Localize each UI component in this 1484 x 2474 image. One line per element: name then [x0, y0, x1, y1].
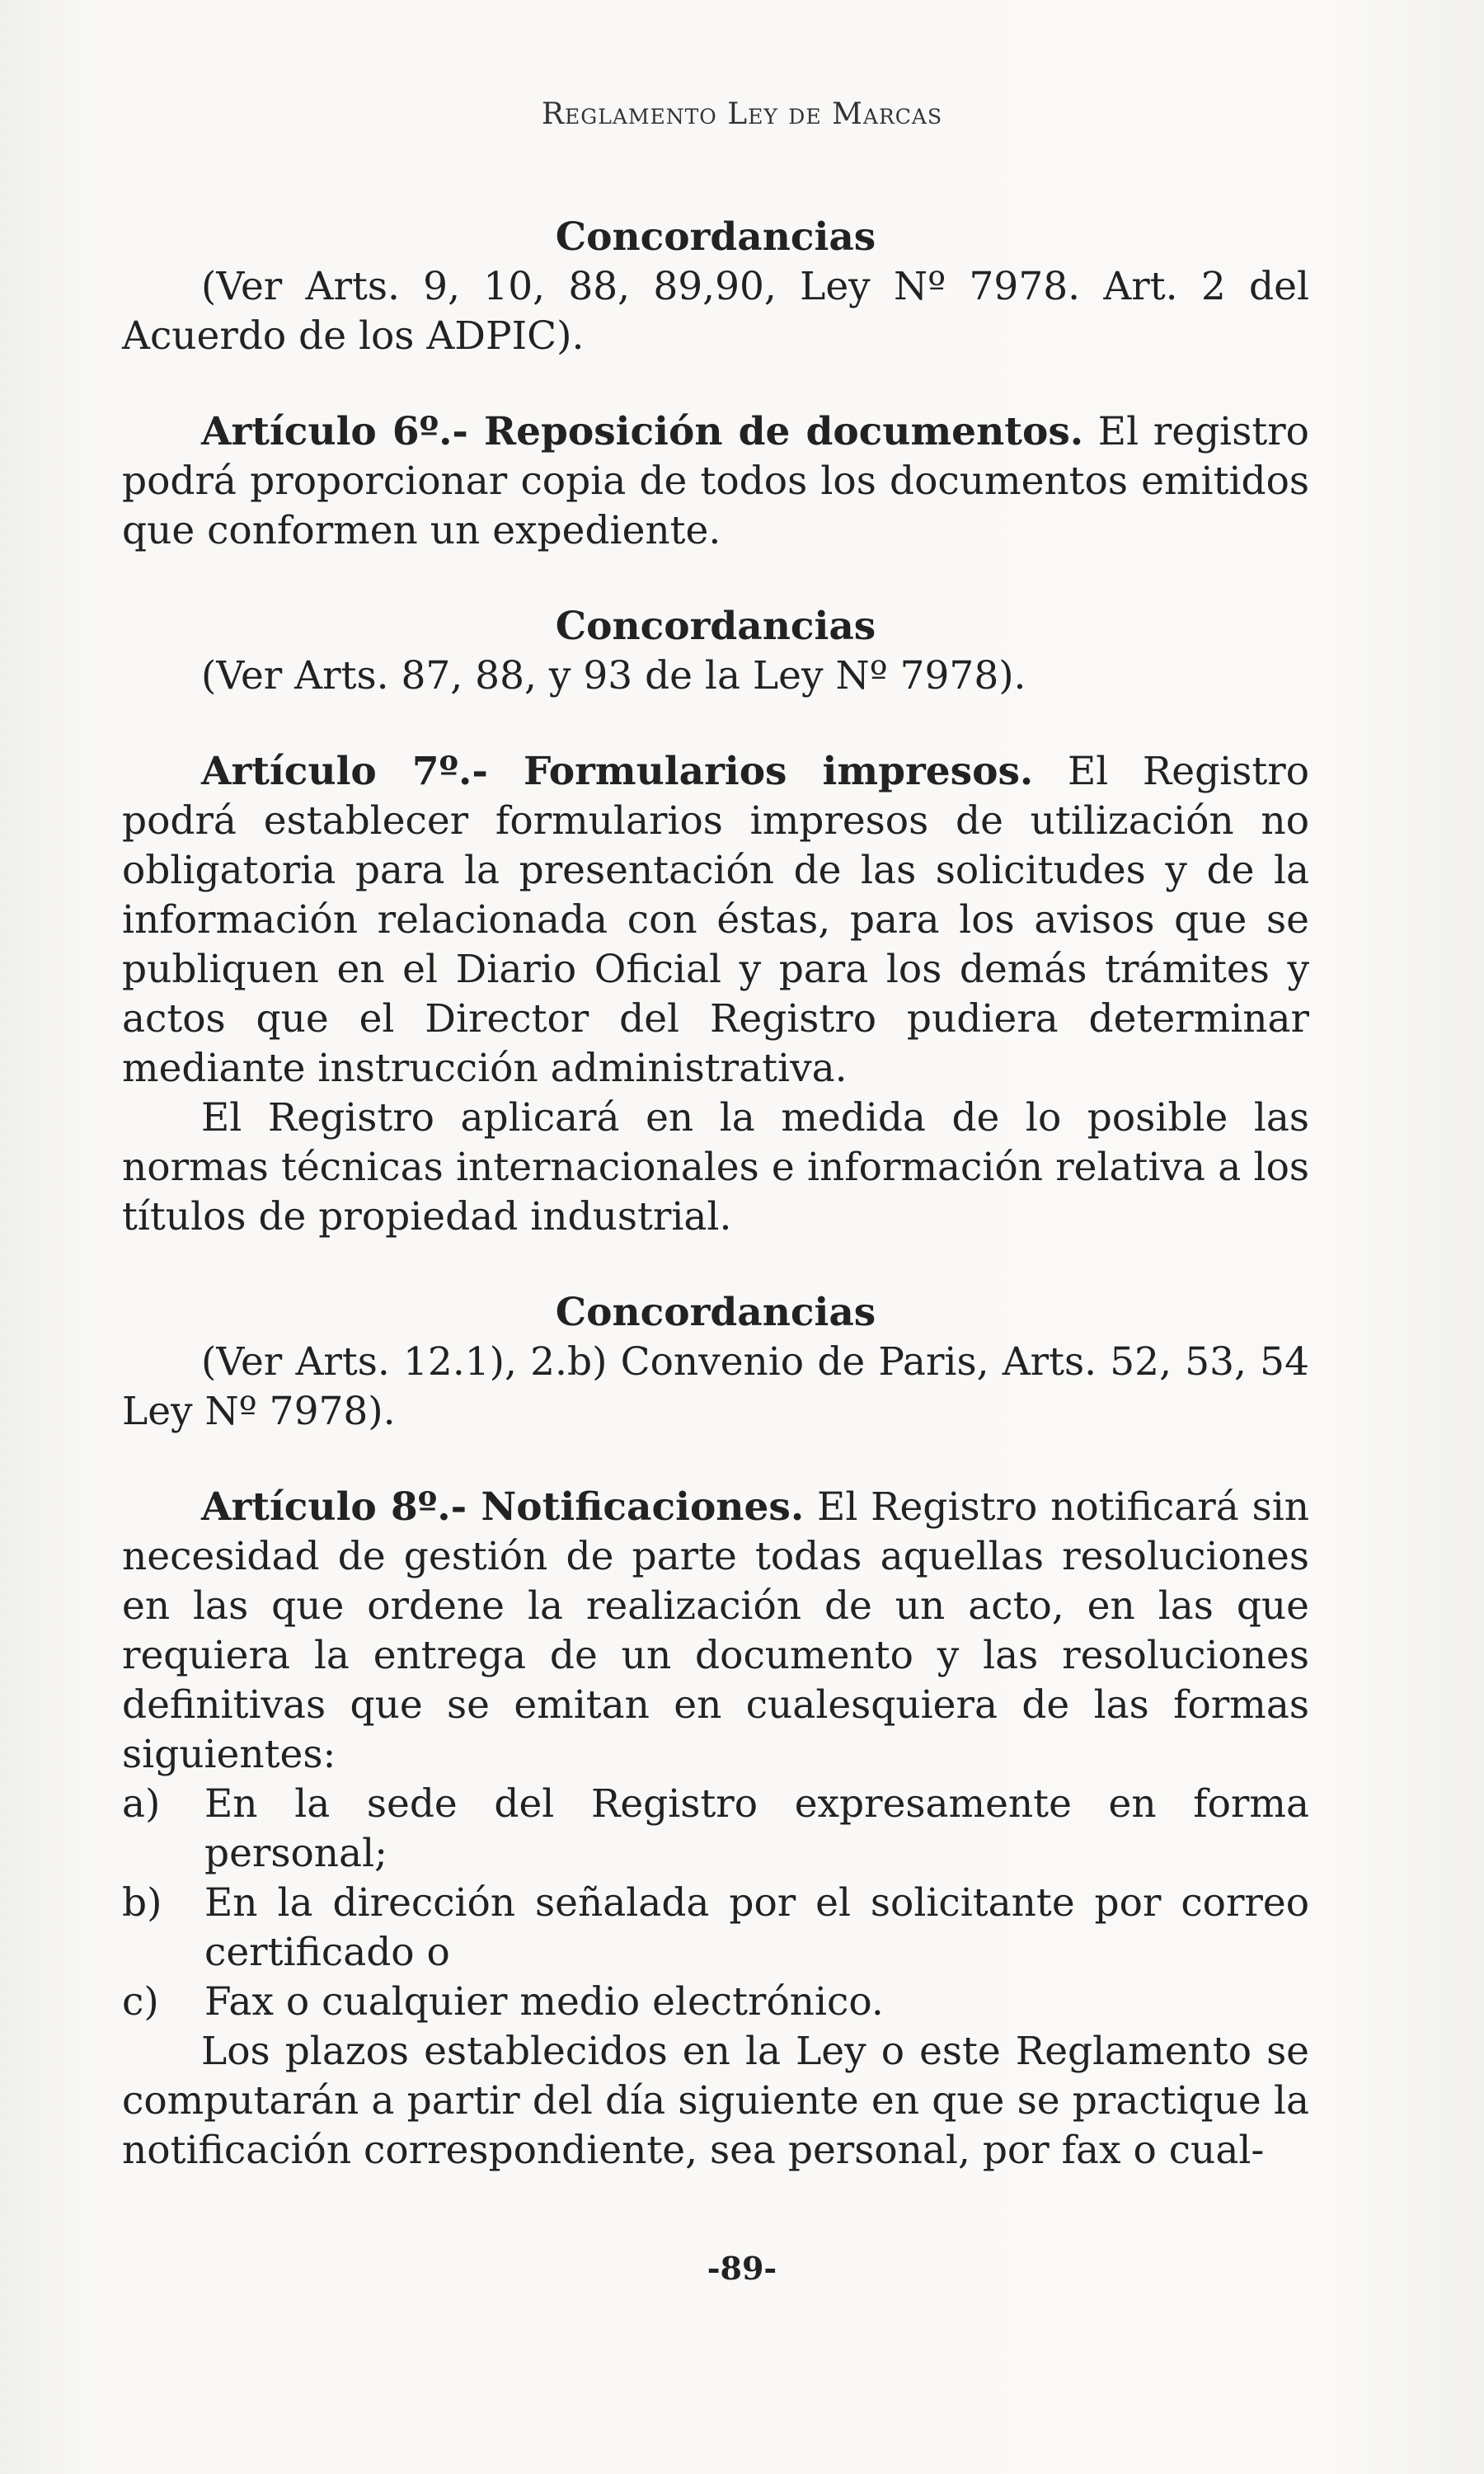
page-content — [122, 213, 1309, 2175]
concordancias-title: Concordancias — [555, 214, 876, 260]
spacer — [122, 1242, 1309, 1288]
article-8-body: El Registro notificará sin necesidad de gestión de parte todas aquellas resoluciones en las que ordene la realización de un acto, en las que requiera la entrega de un documento y las resoluciones definitivas que se emitan en cualesquiera de las formas siguientes: — [122, 1484, 1309, 1777]
concordancias-title: Concordancias — [555, 604, 876, 649]
article-8-heading: Artículo 8º.- Notificaciones. — [201, 1484, 805, 1530]
spacer — [122, 556, 1309, 602]
running-header: Reglamento Ley de Marcas — [541, 97, 943, 131]
list-item — [122, 1780, 1309, 1879]
list-item-letter: a) — [122, 1781, 161, 1827]
list-item-letter: b) — [122, 1880, 162, 1926]
spacer — [122, 1437, 1309, 1483]
concordancias-text: (Ver Arts. 87, 88, y 93 de la Ley Nº 7978). — [201, 653, 1026, 698]
list-item — [122, 1879, 1309, 1978]
list-item-text: En la dirección señalada por el solicitante por correo certificado o — [204, 1880, 1309, 1975]
spacer — [122, 361, 1309, 407]
article-8 — [122, 1483, 1309, 1780]
notification-methods-list — [122, 1780, 1309, 2027]
concordancias-text: (Ver Arts. 9, 10, 88, 89,90, Ley Nº 7978. Art. 2 del Acuerdo de los ADPIC). — [122, 264, 1309, 359]
article-6-body: El registro podrá proporcionar copia de todos los documentos emitidos que conformen un expediente. — [122, 409, 1309, 553]
concordancias-title: Concordancias — [555, 1290, 876, 1335]
list-item-text: Fax o cualquier medio electrónico. — [204, 1979, 884, 2025]
article-6 — [122, 407, 1309, 556]
spacer — [122, 701, 1309, 747]
list-item-text: En la sede del Registro expresamente en forma personal; — [204, 1781, 1309, 1876]
page-number: -89- — [707, 2250, 777, 2287]
list-item-letter: c) — [122, 1979, 159, 2025]
article-7 — [122, 747, 1309, 1094]
article-8-paragraph-2: Los plazos establecidos en la Ley o este Reglamento se computarán a partir del día siguiente en que se practique la notificación correspondiente, sea personal, por fax o cual- — [122, 2029, 1309, 2173]
article-7-heading: Artículo 7º.- Formularios impresos. — [201, 749, 1034, 794]
article-7-body: El Registro podrá establecer formularios impresos de utilización no obligatoria para la presentación de las solicitudes y de la información relacionada con éstas, para los avisos que se publiquen en el Diario Oficial y para los demás trámites y actos que el Director del Registro pudiera determinar mediante instrucción administrativa. — [122, 749, 1309, 1091]
list-item — [122, 1978, 1309, 2027]
concordancias-text: (Ver Arts. 12.1), 2.b) Convenio de Paris, Arts. 52, 53, 54 Ley Nº 7978). — [122, 1339, 1309, 1434]
article-6-heading: Artículo 6º.- Reposición de documentos. — [201, 409, 1084, 454]
article-7-paragraph-2: El Registro aplicará en la medida de lo posible las normas técnicas internacionales e información relativa a los títulos de propiedad industrial. — [122, 1095, 1309, 1239]
